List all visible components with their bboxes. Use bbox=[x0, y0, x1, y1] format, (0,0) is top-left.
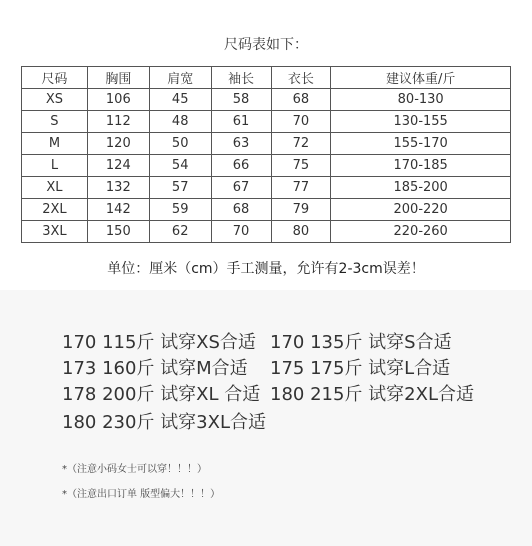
unit-note: 单位：厘米（cm）手工测量，允许有2-3cm误差！ bbox=[107, 261, 425, 277]
header-weight: 建议体重/斤 bbox=[331, 67, 511, 89]
table-cell: 112 bbox=[87, 111, 149, 133]
recommendation-item: 178 200斤 试穿XL 合适 bbox=[62, 384, 261, 405]
table-cell: 61 bbox=[211, 111, 271, 133]
table-cell: 80-130 bbox=[331, 89, 511, 111]
table-cell: XS bbox=[22, 89, 88, 111]
header-length: 衣长 bbox=[271, 67, 331, 89]
table-cell: 132 bbox=[87, 177, 149, 199]
table-row bbox=[22, 111, 511, 133]
recommendation-item: 180 215斤 试穿2XL合适 bbox=[270, 384, 474, 405]
table-cell: 2XL bbox=[22, 199, 88, 221]
table-cell: 130-155 bbox=[331, 111, 511, 133]
table-cell: 77 bbox=[271, 177, 331, 199]
table-cell: 79 bbox=[271, 199, 331, 221]
size-table bbox=[21, 66, 511, 243]
table-cell: XL bbox=[22, 177, 88, 199]
table-cell: 58 bbox=[211, 89, 271, 111]
table-row bbox=[22, 155, 511, 177]
table-row bbox=[22, 133, 511, 155]
size-chart-title: 尺码表如下： bbox=[224, 37, 308, 53]
table-cell: 45 bbox=[149, 89, 211, 111]
table-row bbox=[22, 177, 511, 199]
table-cell: 54 bbox=[149, 155, 211, 177]
table-cell: 63 bbox=[211, 133, 271, 155]
table-cell: 70 bbox=[271, 111, 331, 133]
table-cell: 75 bbox=[271, 155, 331, 177]
table-cell: 150 bbox=[87, 221, 149, 243]
table-cell: 50 bbox=[149, 133, 211, 155]
table-cell: 124 bbox=[87, 155, 149, 177]
table-cell: S bbox=[22, 111, 88, 133]
recommendation-item: 175 175斤 试穿L合适 bbox=[270, 358, 451, 379]
recommendation-item: 170 115斤 试穿XS合适 bbox=[62, 332, 256, 353]
recommendation-item: 173 160斤 试穿M合适 bbox=[62, 358, 248, 379]
table-cell: 120 bbox=[87, 133, 149, 155]
recommendation-item: 180 230斤 试穿3XL合适 bbox=[62, 412, 266, 433]
recommendation-item: 170 135斤 试穿S合适 bbox=[270, 332, 452, 353]
table-cell: 72 bbox=[271, 133, 331, 155]
table-cell: 57 bbox=[149, 177, 211, 199]
header-sleeve: 袖长 bbox=[211, 67, 271, 89]
table-cell: L bbox=[22, 155, 88, 177]
table-row bbox=[22, 199, 511, 221]
table-cell: 155-170 bbox=[331, 133, 511, 155]
table-cell: 80 bbox=[271, 221, 331, 243]
table-cell: 68 bbox=[211, 199, 271, 221]
table-cell: M bbox=[22, 133, 88, 155]
table-header-row bbox=[22, 67, 511, 89]
table-cell: 70 bbox=[211, 221, 271, 243]
footnote: *（注意小码女士可以穿！！！） bbox=[62, 464, 207, 475]
table-cell: 59 bbox=[149, 199, 211, 221]
table-cell: 220-260 bbox=[331, 221, 511, 243]
table-cell: 62 bbox=[149, 221, 211, 243]
table-cell: 3XL bbox=[22, 221, 88, 243]
table-cell: 200-220 bbox=[331, 199, 511, 221]
table-cell: 66 bbox=[211, 155, 271, 177]
table-cell: 68 bbox=[271, 89, 331, 111]
header-chest: 胸围 bbox=[87, 67, 149, 89]
header-shoulder: 肩宽 bbox=[149, 67, 211, 89]
table-row bbox=[22, 221, 511, 243]
table-cell: 48 bbox=[149, 111, 211, 133]
table-cell: 185-200 bbox=[331, 177, 511, 199]
table-cell: 106 bbox=[87, 89, 149, 111]
table-row bbox=[22, 89, 511, 111]
footnote: *（注意出口订单 版型偏大！！！） bbox=[62, 489, 221, 500]
table-cell: 142 bbox=[87, 199, 149, 221]
header-size: 尺码 bbox=[22, 67, 88, 89]
recommendation-section bbox=[0, 290, 532, 546]
table-cell: 170-185 bbox=[331, 155, 511, 177]
table-cell: 67 bbox=[211, 177, 271, 199]
